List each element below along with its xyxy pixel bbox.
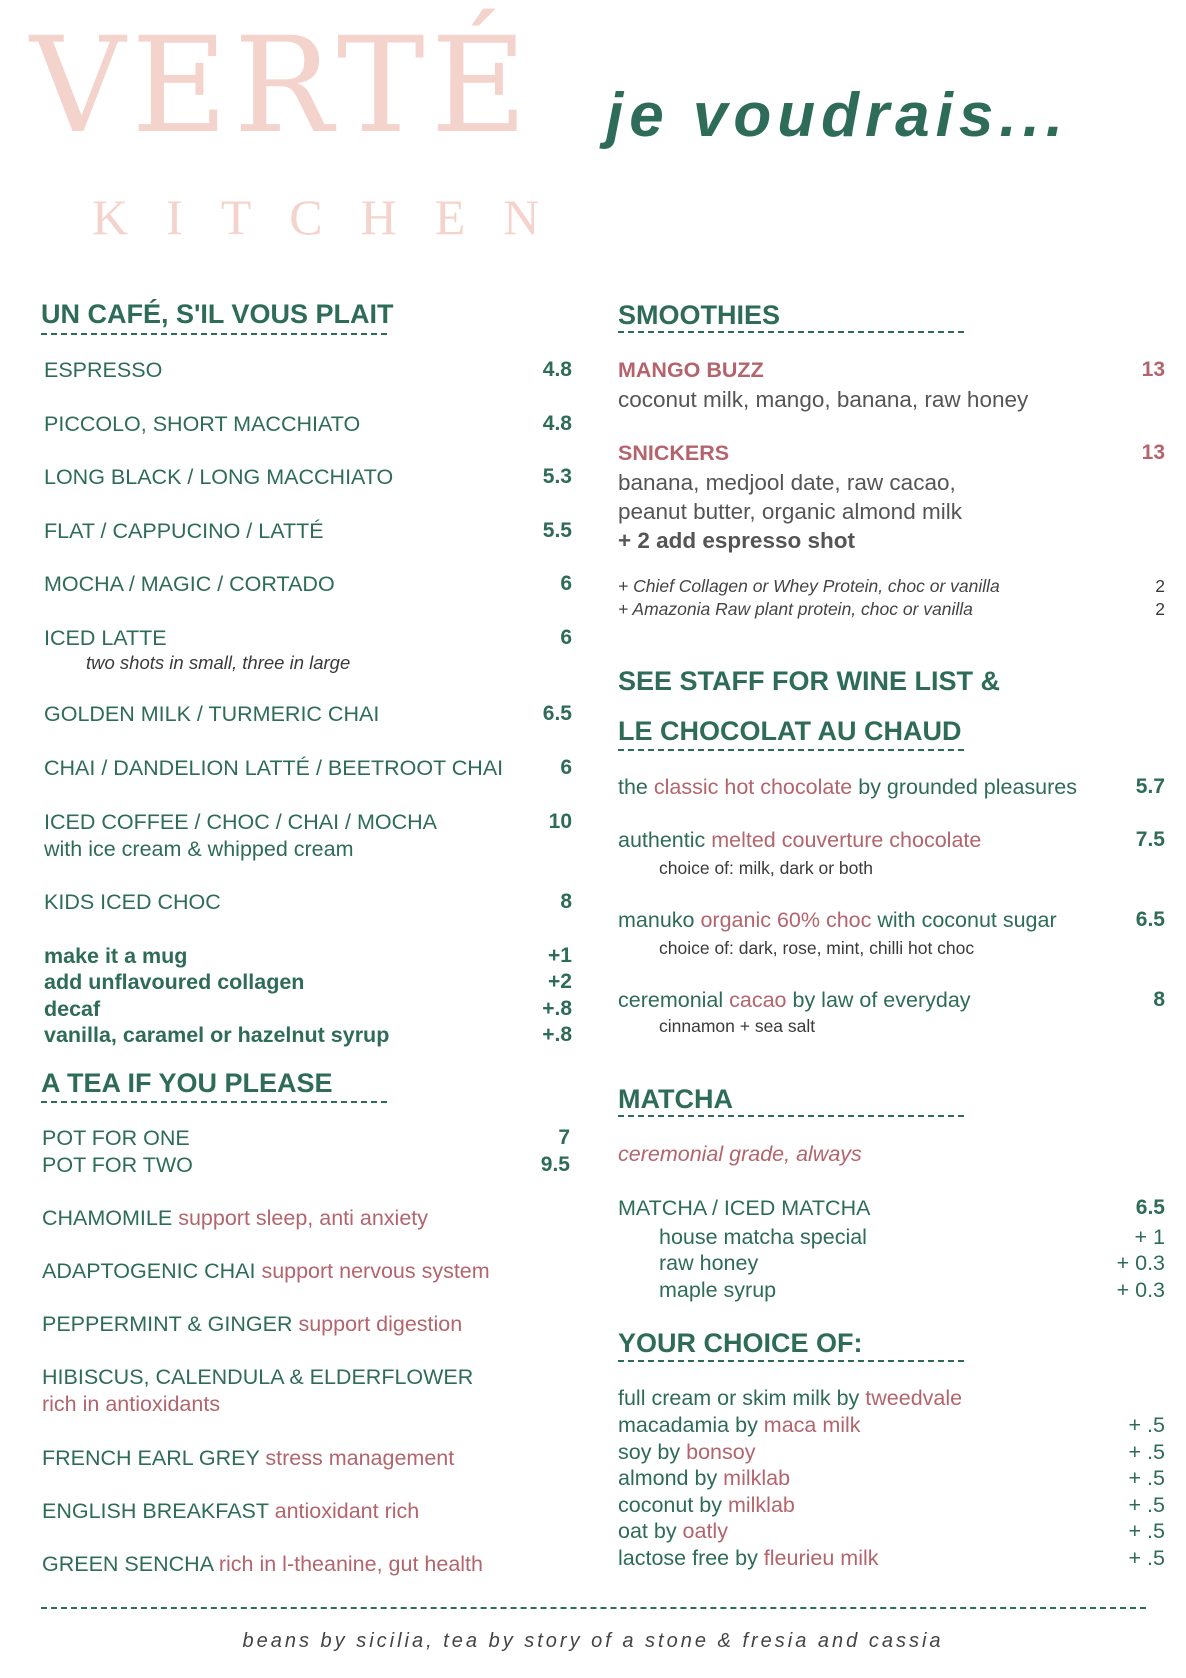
matcha-section-title: MATCHA [618,1084,733,1114]
matcha-item-price: 6.5 [1135,1196,1165,1219]
divider [41,1101,387,1103]
extra-price: +2 [548,970,572,993]
divider [618,331,964,333]
matcha-addon-price: + 0.3 [1116,1251,1165,1275]
milk-brand: milklab [723,1466,791,1490]
milk-option [618,1413,861,1438]
chocolate-price: 5.7 [1135,775,1165,798]
footer-credits: beans by sicilia, tea by story of a stone & fresia and cassia [242,1630,944,1652]
brand-logo-sub: KITCHEN [92,189,578,245]
tea-name: ADAPTOGENIC CHAI [42,1259,256,1283]
menu-item-price: 6 [560,756,572,779]
extra-name: add unflavoured collagen [44,970,305,994]
chocolate-price: 8 [1153,988,1165,1011]
chocolate-note: choice of: milk, dark or both [659,858,873,878]
tea-benefit: support nervous system [261,1259,490,1283]
coffee-section-title: UN CAFÉ, S'IL VOUS PLAIT [41,299,394,329]
tea-name: CHAMOMILE [42,1206,173,1230]
chocolate-suffix: with coconut sugar [871,908,1057,932]
extra-price: +.8 [542,997,572,1020]
milk-type: soy by [618,1440,687,1464]
tea-section-title: A TEA IF YOU PLEASE [41,1068,333,1098]
milk-option [618,1466,790,1491]
milk-brand: bonsoy [686,1440,756,1464]
smoothie-name: MANGO BUZZ [618,358,764,382]
menu-item-price: 10 [548,810,572,833]
milk-brand: tweedvale [865,1386,963,1410]
chocolate-item [618,988,971,1013]
wine-note-title: SEE STAFF FOR WINE LIST & [618,666,1000,696]
smoothie-addon: + 2 add espresso shot [618,528,855,553]
chocolate-prefix: manuko [618,908,701,932]
tea-item [42,1499,419,1524]
chocolate-suffix: by grounded pleasures [852,775,1077,799]
matcha-addon-price: + 0.3 [1116,1278,1165,1302]
divider [618,1115,964,1117]
milk-option [618,1440,755,1465]
milk-section-title: YOUR CHOICE OF: [618,1328,863,1358]
milk-brand: maca milk [763,1413,861,1437]
tea-item [42,1446,454,1471]
footer-divider [41,1607,1146,1609]
protein-extra: + Chief Collagen or Whey Protein, choc or vanilla [618,576,1000,596]
chocolate-note: choice of: dark, rose, mint, chilli hot choc [659,938,975,958]
chocolate-suffix: by law of everyday [786,988,971,1012]
smoothies-section-title: SMOOTHIES [618,300,781,330]
menu-item-name: PICCOLO, SHORT MACCHIATO [44,412,361,436]
menu-item-note: two shots in small, three in large [86,652,351,673]
milk-type: full cream or skim milk by [618,1386,866,1410]
smoothie-desc: peanut butter, organic almond milk [618,499,962,524]
extra-price: +.8 [542,1023,572,1046]
menu-item-name: CHAI / DANDELION LATTÉ / BEETROOT CHAI [44,756,504,780]
milk-brand: fleurieu milk [763,1546,879,1570]
milk-brand: milklab [727,1493,795,1517]
milk-type: coconut by [618,1493,728,1517]
tea-item [42,1312,462,1337]
tea-item [42,1259,490,1284]
divider [41,333,387,335]
menu-item-subline: with ice cream & whipped cream [44,837,354,861]
chocolate-highlight: organic 60% choc [700,908,872,932]
milk-option [618,1493,795,1518]
menu-item-price: 6 [560,572,572,595]
milk-type: almond by [618,1466,724,1490]
milk-price: + .5 [1128,1519,1165,1543]
chocolate-section-title: LE CHOCOLAT AU CHAUD [618,716,962,746]
tea-name: GREEN SENCHA [42,1552,213,1576]
matcha-addon: maple syrup [659,1278,777,1302]
menu-item-price: 4.8 [542,412,572,435]
menu-item-name: LONG BLACK / LONG MACCHIATO [44,465,394,489]
divider [618,749,964,751]
menu-item-name: ICED COFFEE / CHOC / CHAI / MOCHA [44,810,437,834]
milk-type: lactose free by [618,1546,764,1570]
protein-extra: + Amazonia Raw plant protein, choc or vanilla [618,599,973,619]
tea-benefit: antioxidant rich [274,1499,420,1523]
milk-price: + .5 [1128,1466,1165,1490]
tea-item [42,1206,428,1231]
menu-item-name: ICED LATTE [44,626,167,650]
protein-extra-price: 2 [1155,576,1165,596]
menu-item-price: 6.5 [542,702,572,725]
extra-name: vanilla, caramel or hazelnut syrup [44,1023,390,1047]
menu-item-price: 8 [560,890,572,913]
tea-pot-name: POT FOR TWO [42,1153,193,1177]
extra-price: +1 [548,944,572,967]
protein-extra-price: 2 [1155,599,1165,619]
milk-type: oat by [618,1519,683,1543]
tea-name: HIBISCUS, CALENDULA & ELDERFLOWER [42,1365,474,1389]
milk-brand: oatly [682,1519,728,1543]
chocolate-highlight: cacao [729,988,787,1012]
milk-option [618,1386,962,1411]
tea-benefit: rich in l-theanine, gut health [218,1552,483,1576]
menu-item-price: 6 [560,626,572,649]
matcha-addon: raw honey [659,1251,759,1275]
smoothie-price: 13 [1141,358,1165,381]
menu-item-name: MOCHA / MAGIC / CORTADO [44,572,335,596]
tea-name: PEPPERMINT & GINGER [42,1312,293,1336]
tea-benefit: stress management [265,1446,455,1470]
milk-price: + .5 [1128,1440,1165,1464]
tea-benefit: rich in antioxidants [42,1392,221,1416]
extra-name: make it a mug [44,944,188,968]
milk-option [618,1519,728,1544]
tea-name: ENGLISH BREAKFAST [42,1499,269,1523]
chocolate-price: 6.5 [1135,908,1165,931]
menu-item-price: 5.5 [542,519,572,542]
chocolate-prefix: the [618,775,654,799]
menu-item-name: GOLDEN MILK / TURMERIC CHAI [44,702,380,726]
menu-item-name: FLAT / CAPPUCINO / LATTÉ [44,519,324,543]
chocolate-prefix: ceremonial [618,988,730,1012]
tea-item [42,1552,483,1577]
matcha-addon-price: + 1 [1134,1225,1165,1249]
chocolate-highlight: melted couverture chocolate [711,828,982,852]
milk-price: + .5 [1128,1546,1165,1570]
extra-name: decaf [44,997,101,1021]
chocolate-item [618,828,981,853]
chocolate-price: 7.5 [1135,828,1165,851]
milk-price: + .5 [1128,1413,1165,1437]
tea-benefit: support sleep, anti anxiety [178,1206,428,1230]
milk-price: + .5 [1128,1493,1165,1517]
brand-logo: VERTÉ [30,9,534,163]
smoothie-desc: banana, medjool date, raw cacao, [618,470,956,495]
smoothie-price: 13 [1141,441,1165,464]
tea-pot-price: 7 [558,1126,570,1149]
tea-pot-name: POT FOR ONE [42,1126,190,1150]
matcha-addon: house matcha special [659,1225,867,1249]
chocolate-highlight: classic hot chocolate [653,775,853,799]
chocolate-item [618,908,1057,933]
smoothie-name: SNICKERS [618,441,730,465]
tea-name: FRENCH EARL GREY [42,1446,260,1470]
divider [618,1360,964,1362]
menu-item-name: KIDS ICED CHOC [44,890,221,914]
chocolate-note: cinnamon + sea salt [659,1016,816,1036]
chocolate-prefix: authentic [618,828,712,852]
tea-benefit: support digestion [298,1312,463,1336]
menu-item-price: 4.8 [542,358,572,381]
smoothie-desc: coconut milk, mango, banana, raw honey [618,387,1029,412]
chocolate-item [618,775,1077,800]
milk-option [618,1546,879,1571]
matcha-item-name: MATCHA / ICED MATCHA [618,1196,871,1220]
milk-type: macadamia by [618,1413,764,1437]
menu-item-price: 5.3 [542,465,572,488]
tea-pot-price: 9.5 [540,1153,570,1176]
menu-item-name: ESPRESSO [44,358,163,382]
matcha-subtitle: ceremonial grade, always [618,1142,862,1166]
tagline: je voudrais... [606,81,1070,150]
